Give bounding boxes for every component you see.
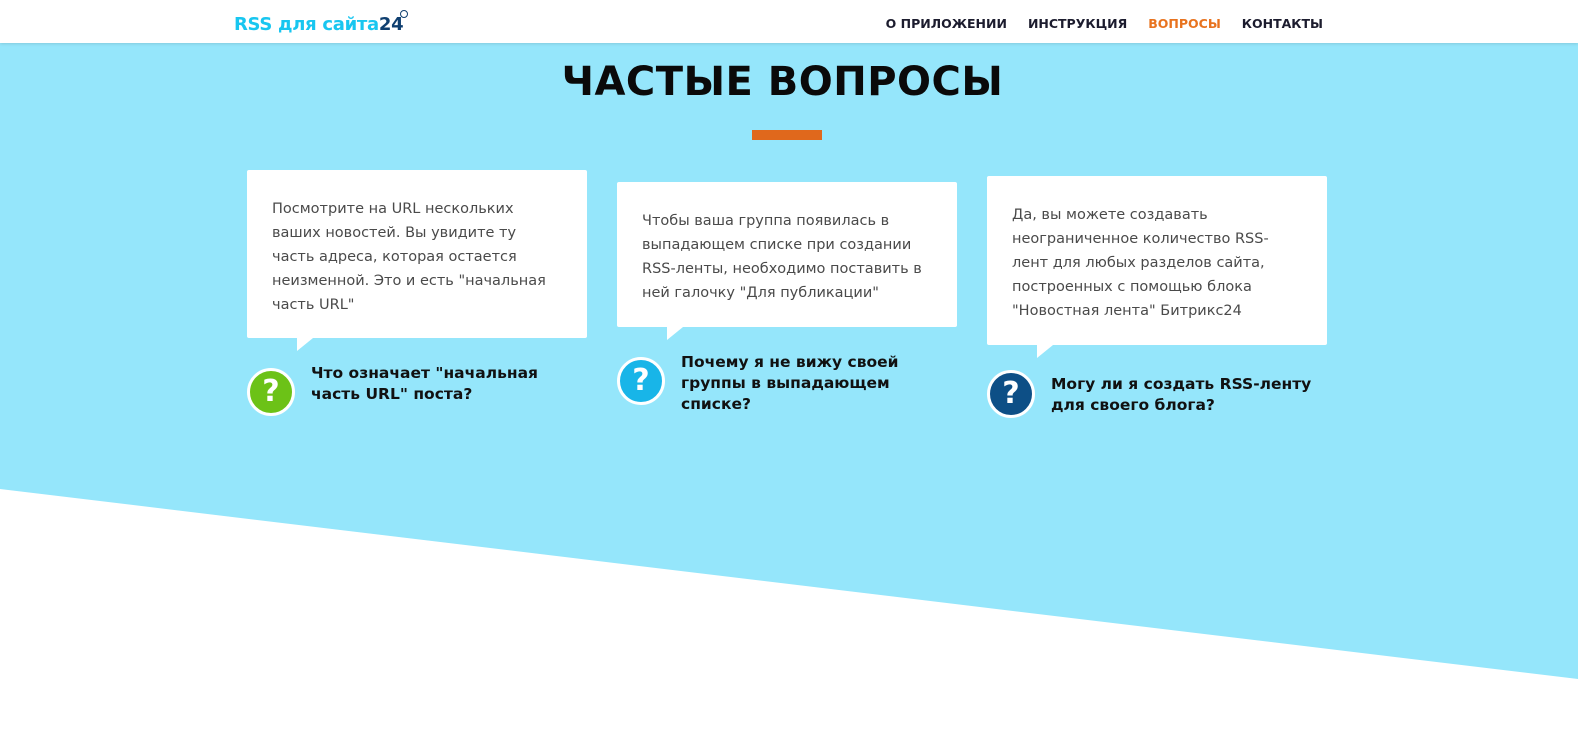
answer-bubble — [987, 176, 1327, 345]
title-underline — [752, 130, 822, 140]
answer-text: Посмотрите на URL нескольких ваших новостей. Вы увидите ту часть адреса, которая остается неизменной. Это и есть "начальная часть URL" — [272, 201, 546, 313]
question-text[interactable]: Что означает "начальная часть URL" поста? — [311, 364, 538, 403]
answer-text: Да, вы можете создавать неограниченное количество RSS-лент для любых разделов сайта, построенных с помощью блока "Новостная лента" Битрикс24 — [1012, 207, 1269, 319]
nav-item-about[interactable]: О ПРИЛОЖЕНИИ — [885, 16, 1007, 31]
bubble-tail — [667, 327, 683, 340]
logo[interactable] — [234, 14, 403, 35]
logo-number: 24 — [378, 14, 404, 35]
answer-bubble — [617, 182, 957, 327]
site-header — [0, 0, 1578, 43]
question-icon: ? — [617, 357, 665, 405]
question-text[interactable]: Могу ли я создать RSS-ленту для своего блога? — [1051, 375, 1312, 414]
question-icon: ? — [987, 370, 1035, 418]
answer-bubble — [247, 170, 587, 338]
question-icon: ? — [247, 368, 295, 416]
nav-item-contacts[interactable]: КОНТАКТЫ — [1241, 16, 1323, 31]
bubble-tail — [297, 338, 313, 351]
registered-mark-icon — [400, 10, 408, 18]
section-title: ЧАСТЫЕ ВОПРОСЫ — [561, 59, 1004, 105]
answer-text: Чтобы ваша группа появилась в выпадающем списке при создании RSS-ленты, необходимо поставить в ней галочку "Для публикации" — [642, 213, 922, 301]
logo-text: RSS для сайта — [234, 14, 379, 35]
nav-item-questions[interactable]: ВОПРОСЫ — [1148, 16, 1221, 31]
main-nav — [886, 16, 1323, 31]
bubble-tail — [1037, 345, 1053, 358]
nav-item-instructions[interactable]: ИНСТРУКЦИЯ — [1027, 16, 1128, 31]
question-text[interactable]: Почему я не вижу своей группы в выпадающем списке? — [681, 353, 899, 413]
